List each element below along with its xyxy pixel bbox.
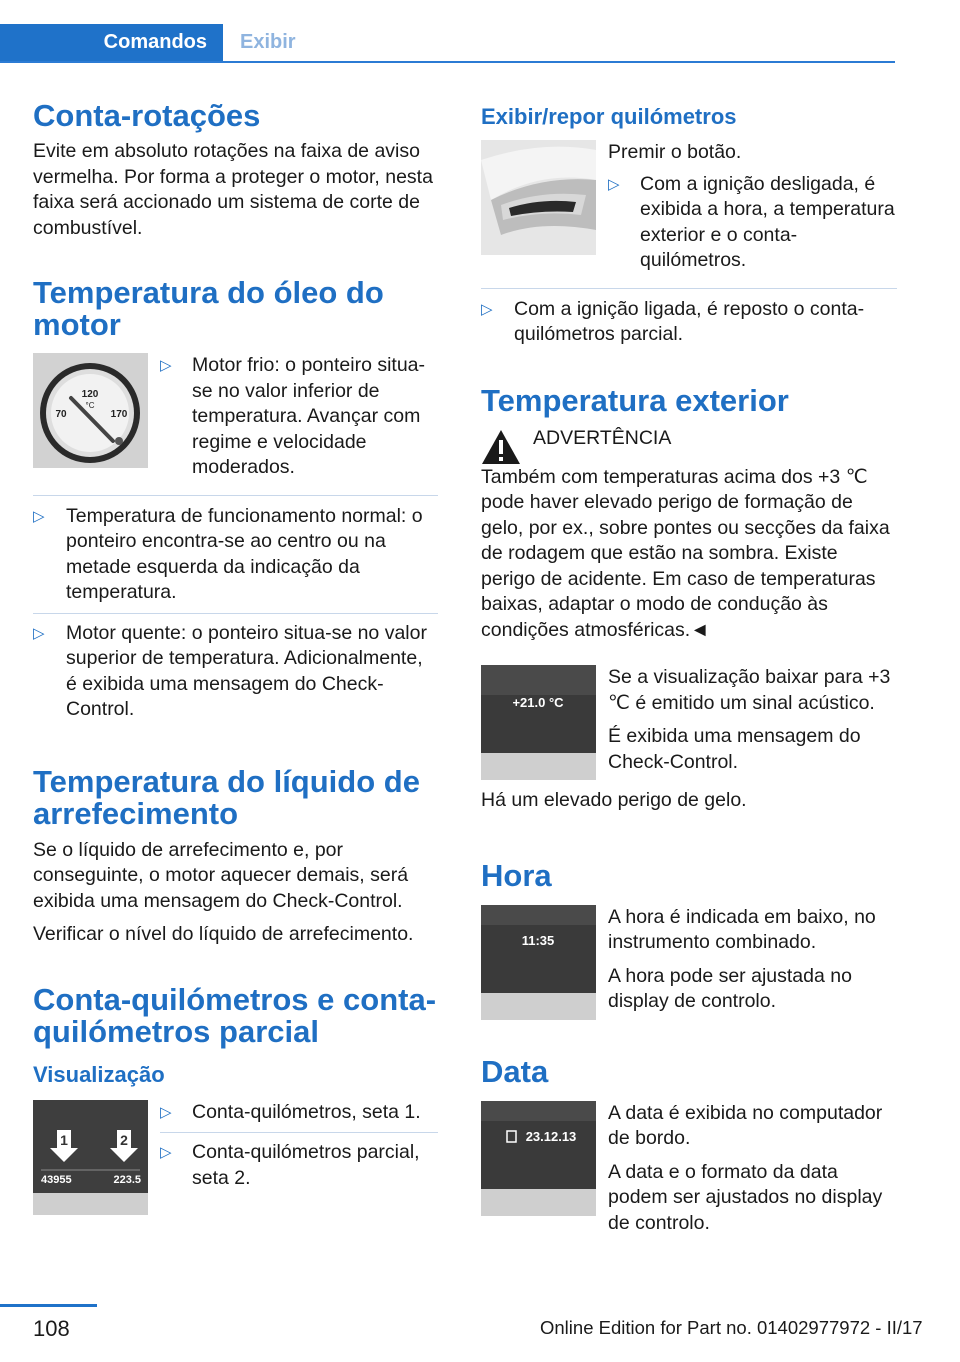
reset-list — [481, 288, 897, 355]
ext-temp-display-figure — [481, 665, 596, 780]
oil-gauge-row — [33, 353, 438, 495]
triangle-bullet-icon: ▷ — [608, 175, 620, 193]
rpm-text: Evite em absoluto rotações na faixa de aviso vermelha. Por forma a proteger o motor, nesta faixa será accionado um sistema de corte de combustível. — [33, 140, 433, 239]
list-item: ▷ Conta-quilómetros parcial, seta 2. — [160, 1141, 420, 1189]
odo-row — [33, 1100, 438, 1215]
header-tabs — [0, 24, 895, 63]
time-text-2: A hora pode ser ajustada no display de controlo. — [608, 964, 852, 1012]
arrow-1-label: 1 — [60, 1131, 68, 1148]
odo-list — [160, 1100, 438, 1206]
odo-heading: Conta-quilómetros e conta-quilómetros parcial — [33, 981, 437, 1049]
ext-temp-text-3: Há um elevado perigo de gelo. — [481, 789, 747, 811]
odometer-figure — [33, 1100, 148, 1215]
time-row — [481, 905, 897, 1020]
date-heading: Data — [481, 1053, 549, 1089]
footer-rule — [0, 1304, 97, 1307]
time-display-figure — [481, 905, 596, 1020]
ext-temp-text — [608, 665, 897, 775]
reset-heading: Exibir/repor quilómetros — [481, 104, 737, 129]
triangle-bullet-icon: ▷ — [160, 1103, 172, 1121]
date-row — [481, 1101, 897, 1237]
triangle-bullet-icon: ▷ — [160, 1144, 172, 1161]
right-column — [481, 100, 897, 1236]
coolant-text-1: Se o líquido de arrefecimento e, por conseguinte, o motor aquecer demais, será exibida uma mensagem do Check-Control. — [33, 838, 409, 912]
list-item: ▷ Temperatura de funcionamento normal: o ponteiro encontra-se ao centro ou na metade esquerda da indicação da temperatura. — [33, 504, 438, 614]
reset-intro: Premir o botão. — [608, 141, 742, 163]
date-display-figure — [481, 1101, 596, 1216]
triangle-bullet-icon: ▷ — [160, 357, 172, 374]
oil-gauge-figure — [33, 353, 148, 468]
list-item: ▷ Motor frio: o ponteiro situa-se no valor inferior de temperatura. Avançar com regime e velocidade moderados. — [160, 354, 426, 478]
gauge-label-170: 170 — [110, 409, 128, 420]
warning-text: Também com temperaturas acima dos +3 ℃ pode haver elevado perigo de formação de gelo, por ex., sobre pontes ou secções da faixa de rodagem que estão na sombra. Existe perigo de acidente. Em caso de temperaturas baixas, adaptar o modo de condução às condições atmosféricas.◄ — [481, 465, 890, 641]
warning-triangle-icon — [481, 429, 521, 465]
list-item: ▷ Conta-quilómetros, seta 1. — [160, 1100, 438, 1134]
tab-comandos[interactable]: Comandos — [0, 24, 223, 61]
gauge-label-70: 70 — [55, 409, 67, 420]
reset-button-figure — [481, 140, 596, 255]
coolant-text-2: Verificar o nível do líquido de arrefecimento. — [33, 923, 414, 945]
ext-temp-text-2: É exibida uma mensagem do Check-Control. — [608, 725, 861, 773]
rpm-heading: Conta-rotações — [33, 98, 261, 133]
date-value: 23.12.13 — [525, 1128, 577, 1144]
odo-subheading: Visualização — [33, 1061, 165, 1087]
arrow-2-label: 2 — [120, 1131, 128, 1148]
date-text — [608, 1101, 897, 1237]
date-text-1: A data é exibida no computador de bordo. — [608, 1101, 883, 1149]
page-number: 108 — [33, 1316, 70, 1341]
edition-text: Online Edition for Part no. 01402977972 - II/17 — [540, 1317, 923, 1338]
time-text — [608, 905, 897, 1015]
warning-block — [481, 426, 897, 465]
triangle-bullet-icon: ▷ — [33, 507, 45, 525]
warning-heading: ADVERTÊNCIA — [533, 426, 672, 449]
tab-exibir[interactable]: Exibir — [240, 31, 296, 53]
triangle-bullet-icon: ▷ — [33, 624, 45, 642]
left-column — [33, 100, 438, 1215]
date-text-2: A data e o formato da data podem ser ajustados no display de controlo. — [608, 1160, 883, 1234]
oil-list — [33, 495, 438, 730]
list-item: ▷ Com a ignição desligada, é exibida a hora, a temperatura exterior e o conta-quilómetros. — [608, 172, 895, 271]
coolant-heading: Temperatura do líquido de arrefecimento — [33, 763, 420, 831]
time-heading: Hora — [481, 857, 552, 893]
ext-temp-heading: Temperatura exterior — [481, 382, 789, 418]
reset-text — [608, 140, 897, 288]
ext-temp-value: +21.0 °C — [512, 695, 564, 710]
trip-value: 223.5 — [113, 1173, 141, 1186]
time-value: 11:35 — [521, 932, 555, 948]
reset-row — [481, 140, 897, 288]
oil-list-top — [160, 353, 438, 495]
gauge-label-120: 120 — [81, 389, 99, 400]
gauge-label-unit: °C — [85, 401, 95, 410]
list-item: ▷ Motor quente: o ponteiro situa-se no valor superior de temperatura. Adicionalmente, é exibida uma mensagem do Check-Control. — [33, 621, 427, 720]
ext-temp-row — [481, 665, 897, 780]
odometer-value: 43955 — [41, 1173, 72, 1186]
ext-temp-text-1: Se a visualização baixar para +3 ℃ é emitido um sinal acústico. — [608, 666, 891, 714]
triangle-bullet-icon: ▷ — [481, 300, 493, 318]
list-item: ▷ Com a ignição ligada, é reposto o conta-quilómetros parcial. — [481, 297, 865, 345]
oil-heading: Temperatura do óleo do motor — [33, 275, 384, 342]
time-text-1: A hora é indicada em baixo, no instrumento combinado. — [608, 905, 876, 953]
